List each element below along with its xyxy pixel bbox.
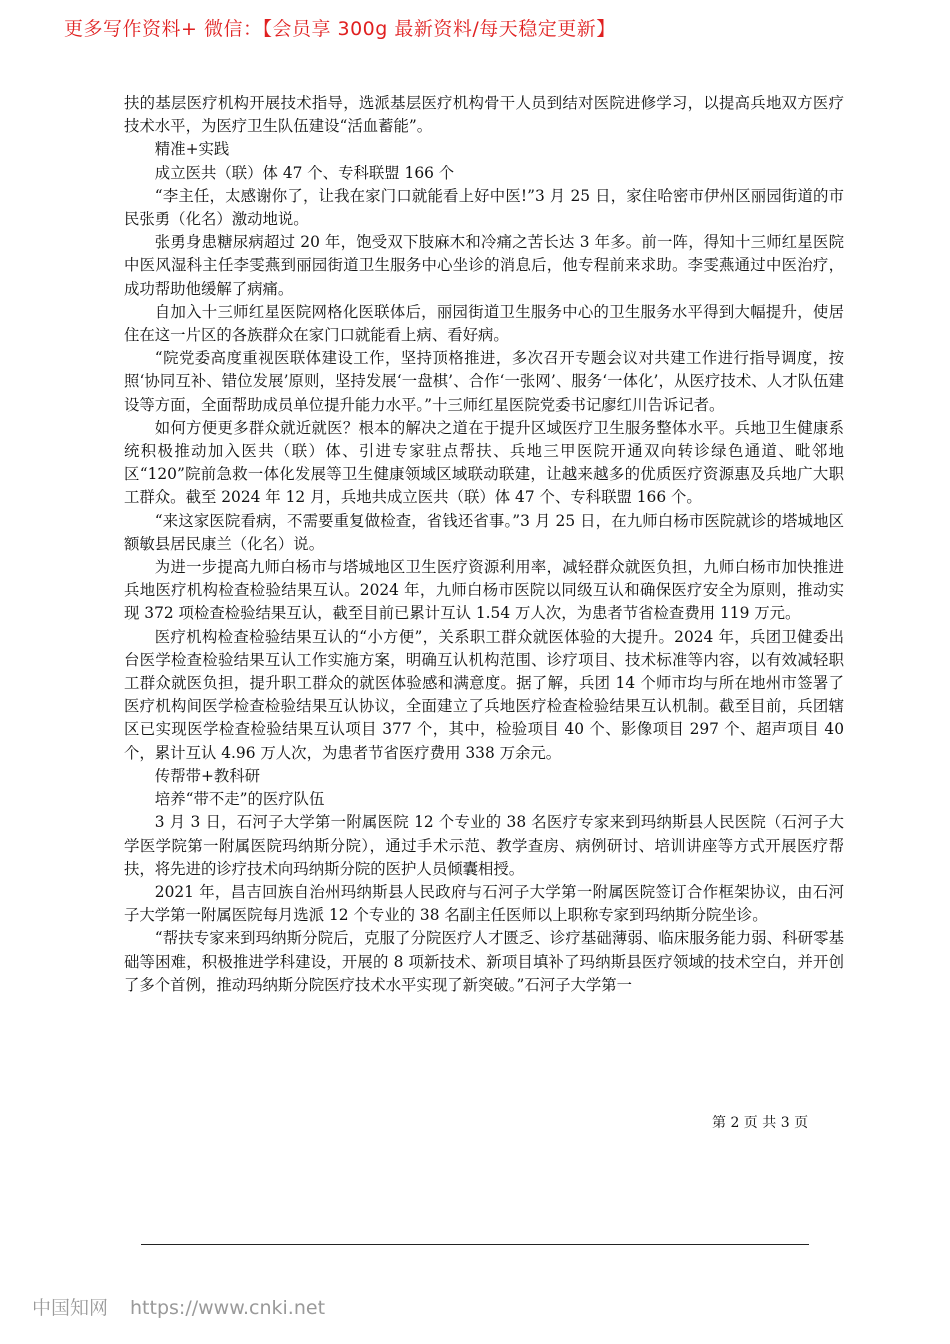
paragraph: “来这家医院看病，不需要重复做检查，省钱还省事。”3 月 25 日，在九师白杨市医院就诊的塔城地区额敏县居民康兰（化名）说。	[124, 511, 844, 553]
footer-divider	[141, 1244, 809, 1245]
paragraph: “帮扶专家来到玛纳斯分院后，克服了分院医疗人才匮乏、诊疗基础薄弱、临床服务能力弱、科研零基础等困难，积极推进学科建设，开展的 8 项新技术、新项目填补了玛纳斯县医疗领域的技术空白，并开创了多个首例，推动玛纳斯分院医疗技术水平实现了新突破。”石河子大学第一	[124, 929, 844, 994]
page-number: 第 2 页 共 3 页	[712, 1115, 809, 1131]
paragraph: 自加入十三师红星医院网格化医联体后，丽园街道卫生服务中心的卫生服务水平得到大幅提升，使居住在这一片区的各族群众在家门口就能看上病、看好病。	[124, 302, 844, 345]
paragraph: 扶的基层医疗机构开展技术指导，选派基层医疗机构骨干人员到结对医院进修学习，以提高兵地双方医疗技术水平，为医疗卫生队伍建设“活血蓄能”。	[124, 94, 844, 136]
watermark-name: 中国知网	[32, 1297, 109, 1319]
paragraph: 如何方便更多群众就近就医？根本的解决之道在于提升区域医疗卫生服务整体水平。兵地卫生健康系统积极推动加入医共（联）体、引进专家驻点帮扶、兵地三甲医院开通双向转诊绿色通道、毗邻地区“120”院前急救一体化发展等卫生健康领域区域联动联建，让越来越多的优质医疗资源惠及兵地广大职工群众。截至 2024 年 12 月，兵地共成立医共（联）体 47 个、专科联盟 166 个。	[124, 418, 844, 507]
paragraph: “李主任，太感谢你了，让我在家门口就能看上好中医!”3 月 25 日，家住哈密市伊州区丽园街道的市民张勇（化名）激动地说。	[124, 186, 844, 229]
paragraph: 张勇身患糖尿病超过 20 年，饱受双下肢麻木和冷痛之苦长达 3 年多。前一阵，得知十三师红星医院中医风湿科主任李雯燕到丽园街道卫生服务中心坐诊的消息后，他专程前来求助。李雯燕通过中医治疗，成功帮助他缓解了病痛。	[124, 233, 844, 298]
promo-banner: 更多写作资料+ 微信：【会员享 300g 最新资料/每天稳定更新】	[64, 18, 616, 40]
document-body	[124, 92, 844, 997]
watermark-url: https://www.cnki.net	[130, 1297, 326, 1319]
paragraph: 2021 年，昌吉回族自治州玛纳斯县人民政府与石河子大学第一附属医院签订合作框架协议，由石河子大学第一附属医院每月选派 12 个专业的 38 名副主任医师以上职称专家到玛纳斯分院坐诊。	[124, 882, 844, 925]
section-subheading: 成立医共（联）体 47 个、专科联盟 166 个	[154, 163, 455, 182]
section-heading: 精准+实践	[154, 140, 230, 159]
paragraph: 医疗机构检查检验结果互认的“小方便”，关系职工群众就医体验的大提升。2024 年，兵团卫健委出台医学检查检验结果互认工作实施方案，明确互认机构范围、诊疗项目、技术标准等内容，以有效减轻职工群众就医负担，提升职工群众的就医体验感和满意度。据了解，兵团 14 个师市均与所在地州市签署了医疗机构间医学检查检验结果互认协议，全面建立了兵地医疗检查检验结果互认机制。截至目前，兵团辖区已实现医学检查检验结果互认项目 377 个，其中，检验项目 40 个、影像项目 297 个、超声项目 40 个，累计互认 4.96 万人次，为患者节省医疗费用 338 万余元。	[124, 627, 844, 762]
paragraph: “院党委高度重视医联体建设工作，坚持顶格推进，多次召开专题会议对共建工作进行指导调度，按照‘协同互补、错位发展’原则，坚持发展‘一盘棋’、合作‘一张网’、服务‘一体化’，从医疗技术、人才队伍建设等方面，全面帮助成员单位提升能力水平。”十三师红星医院党委书记廖红川告诉记者。	[124, 349, 844, 414]
section-heading: 传帮带+教科研	[154, 766, 261, 785]
section-subheading: 培养“带不走”的医疗队伍	[154, 790, 325, 809]
paragraph: 为进一步提高九师白杨市与塔城地区卫生医疗资源利用率，减轻群众就医负担，九师白杨市加快推进兵地医疗机构检查检验结果互认。2024 年，九师白杨市医院以同级互认和确保医疗安全为原则，推动实现 372 项检查检验结果互认，截至目前已累计互认 1.54 万人次，为患者节省检查费用 119 万元。	[124, 558, 844, 623]
source-watermark	[32, 1293, 347, 1320]
paragraph: 3 月 3 日，石河子大学第一附属医院 12 个专业的 38 名医疗专家来到玛纳斯县人民医院（石河子大学医学院第一附属医院玛纳斯分院），通过手术示范、教学查房、病例研讨、培训讲座等方式开展医疗帮扶，将先进的诊疗技术向玛纳斯分院的医护人员倾囊相授。	[124, 813, 844, 878]
